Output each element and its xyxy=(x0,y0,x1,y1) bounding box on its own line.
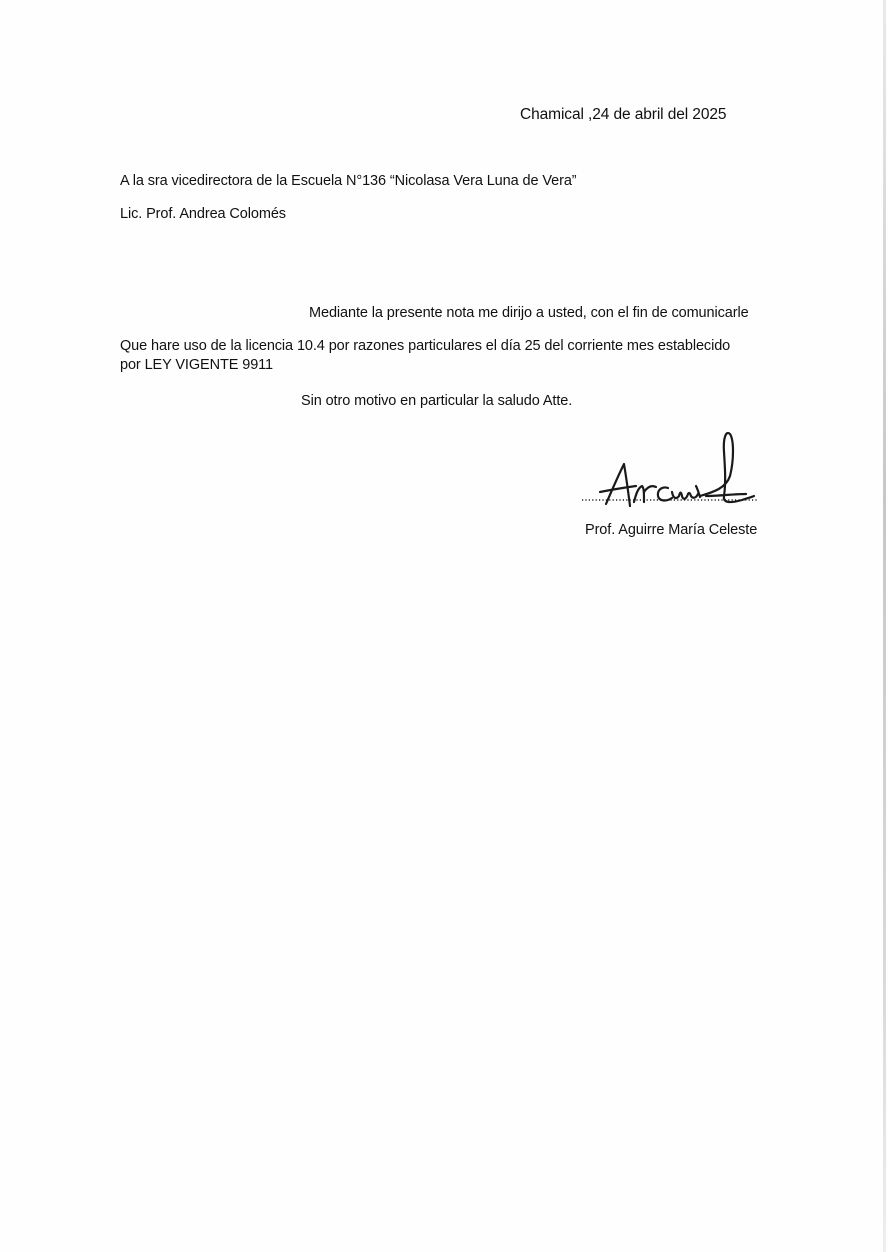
recipient-line-2: Lic. Prof. Andrea Colomés xyxy=(120,206,286,222)
letter-intro: Mediante la presente nota me dirijo a usted, con el fin de comunicarle xyxy=(309,305,749,321)
signer-name: Prof. Aguirre María Celeste xyxy=(585,522,758,538)
letter-closing: Sin otro motivo en particular la saludo Atte. xyxy=(301,393,573,409)
recipient-line-1: A la sra vicedirectora de la Escuela N°136 “Nicolasa Vera Luna de Vera” xyxy=(120,173,577,189)
scan-edge xyxy=(883,0,886,1252)
letter-body-line-2: por LEY VIGENTE 9911 xyxy=(120,357,274,373)
letter-body-line-1: Que hare uso de la licencia 10.4 por razones particulares el día 25 del corriente mes establecido xyxy=(120,338,731,354)
handwritten-signature-icon xyxy=(578,430,762,514)
signature-strokes xyxy=(600,433,754,506)
place-date: Chamical ,24 de abril del 2025 xyxy=(520,106,727,123)
